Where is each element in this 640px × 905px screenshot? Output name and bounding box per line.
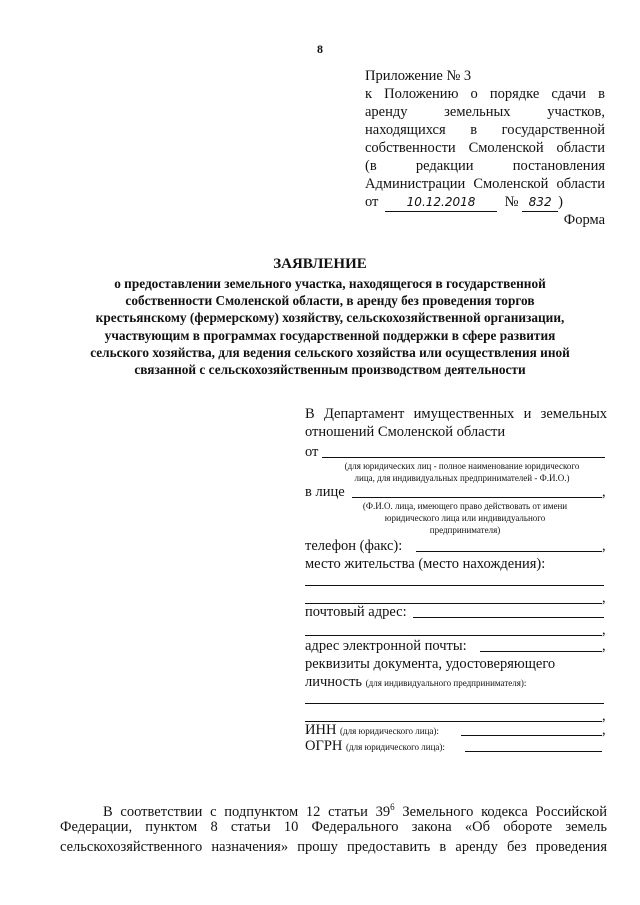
body-text: Земельного кодекса Российской (394, 803, 607, 820)
document-subtitle (60, 275, 600, 378)
appendix-line: к Положению о порядке сдачи в (365, 86, 605, 102)
phone-field-input[interactable] (416, 551, 602, 552)
id-doc-field-label (305, 674, 526, 691)
inn-label-text: ИНН (305, 722, 337, 738)
note-line: предпринимателя) (429, 525, 501, 535)
comma: , (602, 722, 606, 738)
body-line: Федерации, пунктом 8 статьи 10 Федерального закона «Об обороте земель (60, 819, 607, 835)
body-text: В соответствии с подпунктом 12 статьи 39 (103, 803, 391, 820)
from-label: от (365, 194, 379, 210)
addressee-line: В Департамент имущественных и земельных (305, 406, 607, 422)
id-doc-field-input[interactable] (305, 703, 604, 704)
note-line: (для юридических лиц - полное наименование юридического (344, 461, 580, 471)
id-doc-field-label: реквизиты документа, удостоверяющего (305, 656, 556, 672)
note-line: (Ф.И.О. лица, имеющего право действовать от имени (362, 501, 568, 511)
number-field (522, 193, 558, 212)
appendix-title: Приложение № 3 (365, 68, 472, 84)
comma: , (602, 708, 606, 724)
residence-field-label: место жительства (место нахождения): (305, 556, 546, 572)
subtitle-line: собственности Смоленской области, в аренду без проведения торгов (125, 293, 535, 309)
postal-field-label: почтовый адрес: (305, 604, 407, 620)
subtitle-line: связанной с сельскохозяйственным производством деятельности (134, 362, 526, 378)
subtitle-line: сельского хозяйства, для ведения сельского хозяйства или осуществления иной (90, 344, 570, 360)
postal-field-input[interactable] (413, 617, 604, 618)
comma: , (602, 638, 606, 654)
from-field-note (312, 460, 612, 484)
email-field-label: адрес электронной почты: (305, 638, 467, 654)
appendix-line: (в редакции постановления (365, 158, 605, 174)
from-field-label: от (305, 444, 319, 460)
comma: , (602, 590, 606, 606)
document-title: ЗАЯВЛЕНИЕ (273, 256, 367, 272)
subtitle-line: крестьянскому (фермерскому) хозяйству, сельскохозяйственной организации, (95, 310, 565, 326)
appendix-line: собственности Смоленской области (365, 140, 605, 156)
appendix-date-line (365, 193, 605, 212)
phone-field-label: телефон (факс): (305, 538, 403, 554)
subtitle-line: участвующим в программах государственной поддержки в сфере развития (104, 327, 556, 343)
ogrn-label-text: ОГРН (305, 738, 343, 754)
number-value: 832 (528, 195, 552, 209)
comma: , (602, 484, 606, 500)
page-number: 8 (317, 42, 323, 56)
ogrn-field-label (305, 738, 445, 755)
addressee-line: отношений Смоленской области (305, 424, 506, 440)
id-doc-label-text: личность (305, 674, 363, 690)
from-field-input[interactable] (322, 457, 605, 458)
ogrn-field-input[interactable] (465, 751, 602, 752)
inn-note: (для юридического лица): (340, 726, 439, 736)
ogrn-note: (для юридического лица): (346, 742, 445, 752)
id-doc-note: (для индивидуального предпринимателя): (365, 678, 527, 688)
comma: , (602, 622, 606, 638)
residence-field-input[interactable] (305, 585, 604, 586)
postal-field-input[interactable] (305, 635, 602, 636)
date-value: 10.12.2018 (406, 195, 476, 209)
note-line: лица, для индивидуальных предпринимателей - Ф.И.О.) (354, 473, 570, 483)
email-field-input[interactable] (480, 651, 602, 652)
body-line: сельскохозяйственного назначения» прошу предоставить в аренду без проведения (60, 839, 607, 855)
person-field-note (330, 500, 600, 536)
superscript: 6 (390, 802, 395, 812)
inn-field-label (305, 722, 439, 739)
subtitle-line: о предоставлении земельного участка, находящегося в государственной (114, 276, 546, 291)
comma: , (602, 538, 606, 554)
appendix-line: аренду земельных участков, (365, 104, 605, 120)
person-field-label: в лице (305, 484, 345, 500)
appendix-line: Администрации Смоленской области (365, 176, 605, 192)
number-label: № (504, 194, 519, 210)
close-paren: ) (558, 194, 563, 210)
note-line: юридического лица или индивидуального (384, 513, 546, 523)
person-field-input[interactable] (352, 497, 602, 498)
appendix-line: находящихся в государственной (365, 122, 605, 138)
inn-field-input[interactable] (461, 735, 602, 736)
date-field (385, 193, 497, 212)
form-label: Форма (563, 212, 605, 228)
